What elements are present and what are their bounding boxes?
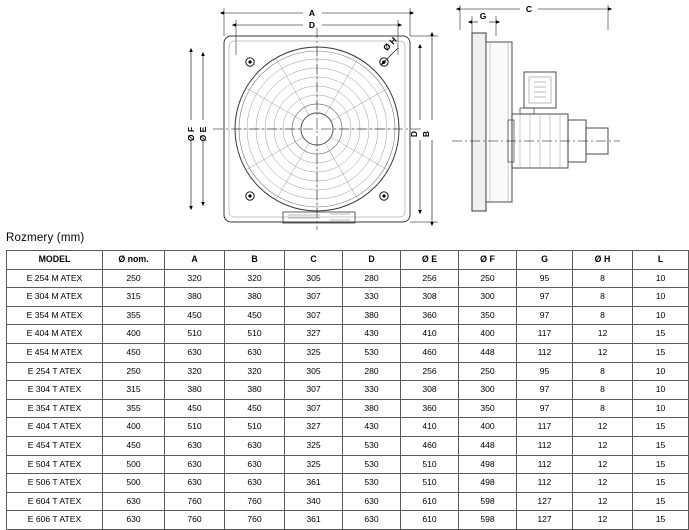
label-E: Ø E [198,126,208,142]
cell-e: 360 [401,306,459,325]
th-f: Ø F [459,251,517,270]
cell-d: 630 [343,511,401,530]
cell-nom: 450 [103,436,165,455]
cell-e: 610 [401,511,459,530]
cell-d: 430 [343,418,401,437]
cell-h: 12 [573,436,633,455]
cell-model: E 404 T ATEX [7,418,103,437]
label-D: D [308,20,316,30]
cell-f: 400 [459,325,517,344]
cell-g: 97 [517,381,573,400]
cell-d: 530 [343,343,401,362]
cell-model: E 254 T ATEX [7,362,103,381]
cell-g: 112 [517,455,573,474]
cell-h: 8 [573,306,633,325]
cell-h: 8 [573,399,633,418]
table-row [7,455,689,474]
cell-b: 380 [225,381,285,400]
cell-model: E 506 T ATEX [7,474,103,493]
th-model: MODEL [7,251,103,270]
cell-e: 460 [401,436,459,455]
cell-model: E 304 M ATEX [7,288,103,307]
cell-h: 12 [573,325,633,344]
cell-b: 510 [225,325,285,344]
cell-e: 256 [401,362,459,381]
cell-e: 510 [401,455,459,474]
cell-g: 95 [517,269,573,288]
table-title: Rozmery (mm) [6,232,85,244]
label-D-vertical: D [409,130,419,138]
cell-c: 325 [285,455,343,474]
cell-h: 8 [573,381,633,400]
cell-nom: 500 [103,474,165,493]
table-row [7,306,689,325]
cell-a: 380 [165,381,225,400]
cell-e: 308 [401,288,459,307]
cell-d: 330 [343,288,401,307]
cell-e: 360 [401,399,459,418]
table-row [7,474,689,493]
cell-d: 380 [343,399,401,418]
cell-nom: 315 [103,381,165,400]
cell-nom: 250 [103,269,165,288]
table-row [7,269,689,288]
cell-g: 97 [517,288,573,307]
cell-b: 630 [225,474,285,493]
cell-a: 450 [165,306,225,325]
cell-h: 12 [573,343,633,362]
cell-c: 340 [285,492,343,511]
cell-a: 630 [165,343,225,362]
dimensions-table [6,250,689,530]
th-g: G [517,251,573,270]
terminal-box-side [520,72,556,114]
cell-g: 117 [517,325,573,344]
cell-nom: 400 [103,418,165,437]
cell-model: E 254 M ATEX [7,269,103,288]
cell-a: 450 [165,399,225,418]
table-row [7,381,689,400]
table-header-row [7,251,689,270]
cell-l: 15 [633,455,689,474]
cell-model: E 354 T ATEX [7,399,103,418]
th-e: Ø E [401,251,459,270]
cell-l: 15 [633,418,689,437]
cell-e: 410 [401,418,459,437]
cell-g: 97 [517,399,573,418]
cell-f: 498 [459,455,517,474]
cell-g: 97 [517,306,573,325]
cell-a: 760 [165,492,225,511]
cell-h: 8 [573,269,633,288]
cell-b: 450 [225,399,285,418]
cell-c: 361 [285,511,343,530]
cell-d: 380 [343,306,401,325]
cell-l: 15 [633,436,689,455]
cell-c: 307 [285,288,343,307]
cell-h: 12 [573,418,633,437]
cell-h: 12 [573,492,633,511]
cell-a: 510 [165,418,225,437]
front-view [186,8,438,230]
cell-g: 127 [517,511,573,530]
th-d: D [343,251,401,270]
cell-a: 320 [165,269,225,288]
cell-g: 127 [517,492,573,511]
cell-a: 630 [165,455,225,474]
cell-model: E 504 T ATEX [7,455,103,474]
cell-e: 510 [401,474,459,493]
cell-a: 760 [165,511,225,530]
cell-f: 598 [459,492,517,511]
cell-l: 15 [633,511,689,530]
side-view [452,4,620,211]
cell-model: E 604 T ATEX [7,492,103,511]
cell-nom: 355 [103,399,165,418]
cell-h: 8 [573,362,633,381]
cell-c: 305 [285,362,343,381]
cell-b: 760 [225,511,285,530]
cell-l: 10 [633,269,689,288]
cell-f: 448 [459,343,517,362]
th-c: C [285,251,343,270]
cell-b: 630 [225,436,285,455]
cell-f: 350 [459,399,517,418]
cell-e: 610 [401,492,459,511]
cell-f: 350 [459,306,517,325]
th-l: L [633,251,689,270]
cell-f: 250 [459,269,517,288]
cell-nom: 250 [103,362,165,381]
cell-d: 430 [343,325,401,344]
cell-e: 460 [401,343,459,362]
label-B: B [421,130,431,138]
cell-l: 10 [633,288,689,307]
cell-c: 325 [285,436,343,455]
table-body [7,269,689,529]
cell-a: 380 [165,288,225,307]
dimension-G [472,11,496,36]
cell-nom: 315 [103,288,165,307]
cell-model: E 304 T ATEX [7,381,103,400]
dimension-E [198,56,208,202]
cell-l: 15 [633,492,689,511]
cell-c: 307 [285,306,343,325]
cell-e: 308 [401,381,459,400]
cell-nom: 630 [103,492,165,511]
th-a: A [165,251,225,270]
cell-c: 307 [285,381,343,400]
cell-nom: 355 [103,306,165,325]
cell-b: 320 [225,269,285,288]
cell-e: 410 [401,325,459,344]
cell-g: 117 [517,418,573,437]
cell-l: 15 [633,343,689,362]
cell-f: 598 [459,511,517,530]
cell-a: 630 [165,474,225,493]
cell-a: 510 [165,325,225,344]
terminal-box [283,212,355,223]
cell-g: 112 [517,436,573,455]
cell-h: 8 [573,288,633,307]
cell-model: E 354 M ATEX [7,306,103,325]
table-row [7,325,689,344]
cell-d: 530 [343,436,401,455]
cell-model: E 404 M ATEX [7,325,103,344]
cell-f: 300 [459,288,517,307]
table-row [7,418,689,437]
table-row [7,511,689,530]
cell-g: 95 [517,362,573,381]
label-C-side: C [525,4,533,14]
cell-l: 15 [633,474,689,493]
cell-nom: 500 [103,455,165,474]
dimension-drawing [0,0,636,236]
cell-g: 112 [517,343,573,362]
cell-f: 448 [459,436,517,455]
cell-h: 12 [573,511,633,530]
cell-d: 330 [343,381,401,400]
cell-l: 15 [633,325,689,344]
cell-e: 256 [401,269,459,288]
label-H: Ø H [380,34,399,53]
dimension-F [186,52,196,206]
cell-l: 10 [633,362,689,381]
cell-d: 530 [343,455,401,474]
cell-f: 498 [459,474,517,493]
cell-b: 320 [225,362,285,381]
cell-nom: 400 [103,325,165,344]
cell-c: 325 [285,343,343,362]
cell-f: 250 [459,362,517,381]
cell-b: 450 [225,306,285,325]
th-nom: Ø nom. [103,251,165,270]
table-row [7,492,689,511]
table-row [7,436,689,455]
cell-model: E 454 M ATEX [7,343,103,362]
cell-c: 361 [285,474,343,493]
cell-l: 10 [633,381,689,400]
cell-l: 10 [633,399,689,418]
cell-d: 280 [343,269,401,288]
cell-b: 760 [225,492,285,511]
cell-g: 112 [517,474,573,493]
cell-a: 320 [165,362,225,381]
cell-b: 630 [225,455,285,474]
cell-h: 12 [573,474,633,493]
cell-model: E 606 T ATEX [7,511,103,530]
table-row [7,288,689,307]
th-h: Ø H [573,251,633,270]
table-row [7,343,689,362]
cell-c: 327 [285,418,343,437]
label-G: G [479,11,487,21]
cell-l: 10 [633,306,689,325]
cell-d: 280 [343,362,401,381]
table-row [7,362,689,381]
cell-c: 327 [285,325,343,344]
cell-b: 510 [225,418,285,437]
label-A: A [308,8,316,18]
label-F: Ø F [186,126,196,142]
cell-b: 630 [225,343,285,362]
cell-nom: 450 [103,343,165,362]
th-b: B [225,251,285,270]
cell-a: 630 [165,436,225,455]
cell-d: 630 [343,492,401,511]
cell-h: 12 [573,455,633,474]
cell-b: 380 [225,288,285,307]
cell-d: 530 [343,474,401,493]
cell-f: 300 [459,381,517,400]
cell-c: 307 [285,399,343,418]
table-row [7,399,689,418]
cell-f: 400 [459,418,517,437]
cell-nom: 630 [103,511,165,530]
cell-c: 305 [285,269,343,288]
cell-model: E 454 T ATEX [7,436,103,455]
